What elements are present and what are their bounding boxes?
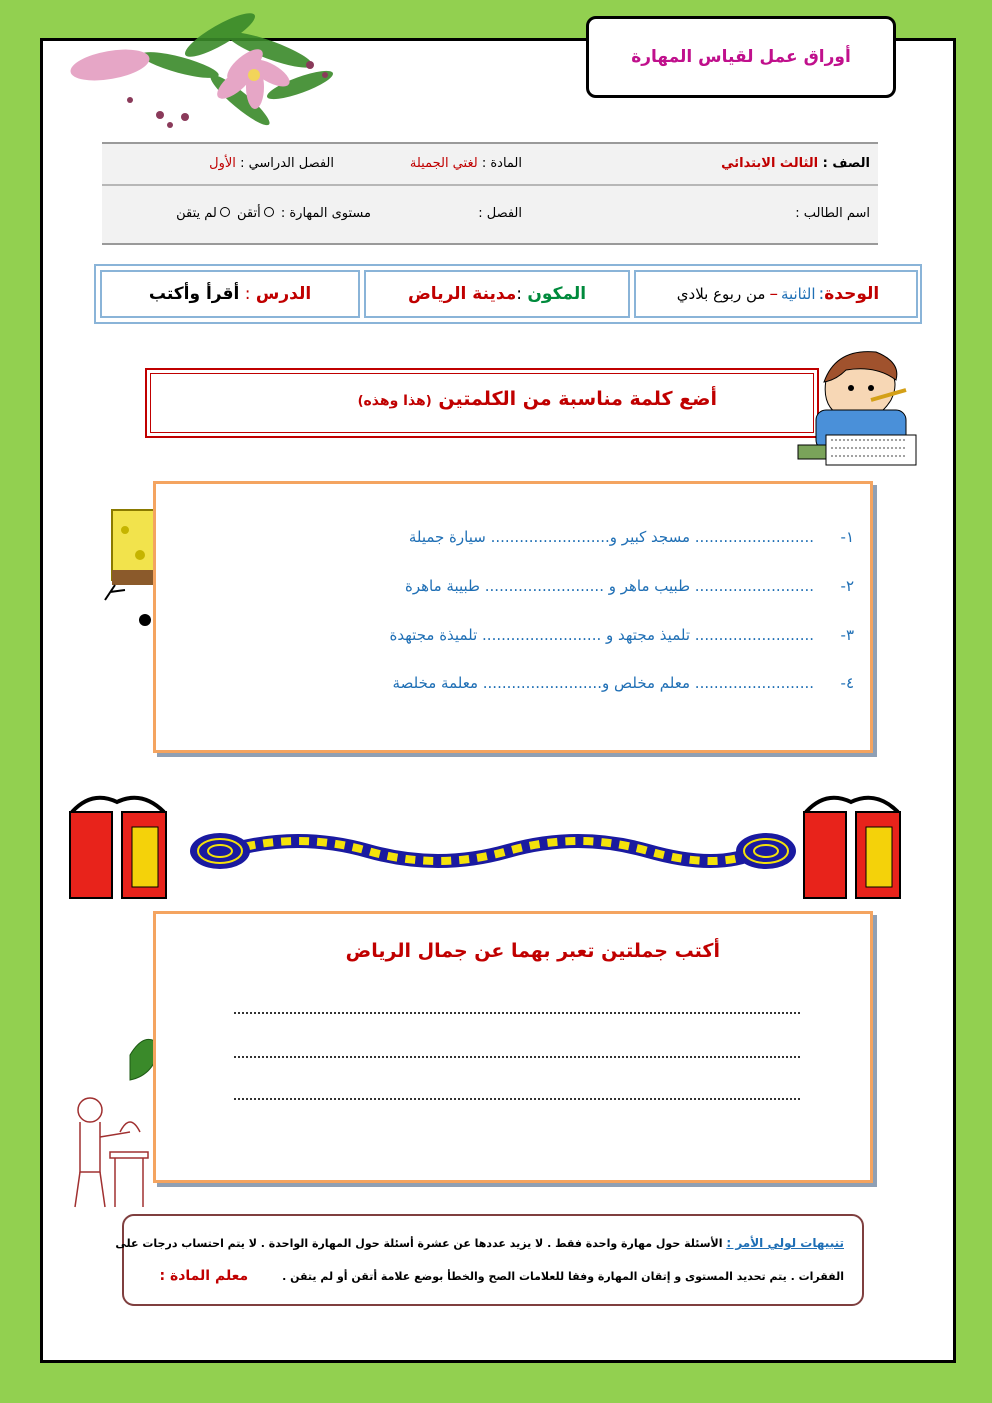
unit-title: من ربوع بلادي xyxy=(676,285,766,303)
exercise1-item-text: ......................... تلميذ مجتهد و ......................... تلميذة مجتهدة xyxy=(389,626,814,644)
student-at-desk-illustration xyxy=(70,1092,152,1212)
exercise1-item-3[interactable] xyxy=(390,626,854,644)
notes-line-2 xyxy=(138,1268,844,1284)
grade-field xyxy=(721,156,870,171)
component-label: المكون xyxy=(527,284,587,304)
unit-bar xyxy=(94,264,922,324)
subject-value: لغتي الجميلة xyxy=(409,156,478,171)
worksheet-title-box xyxy=(586,16,896,98)
notes-line-1-text: الأسئلة حول مهارة واحدة فقط . لا يزيد عددها عن عشرة أسئلة حول المهارة الواحدة . لا يتم احتساب درجات على xyxy=(115,1237,723,1250)
lesson-cell: الدرس : أقرأ وأكتب xyxy=(100,270,360,318)
exercise2-instruction: أكتب جملتين تعبر بهما عن جمال الرياض xyxy=(345,940,720,962)
info-divider xyxy=(102,184,878,186)
exercise1-box xyxy=(153,481,873,753)
unit-value: الثانية xyxy=(780,285,816,303)
unit-cell: الوحدة : الثانية – من ربوع بلادي xyxy=(634,270,918,318)
skill-level-label: مستوى المهارة : xyxy=(280,206,371,221)
term-value: الأول xyxy=(209,156,236,171)
mastered-radio-icon[interactable] xyxy=(264,207,274,217)
mastered-label: أتقن xyxy=(237,206,261,221)
class-label: الفصل : xyxy=(478,206,522,221)
skill-level-field xyxy=(176,206,371,221)
exercise1-item-text: ......................... معلم مخلص و......................... معلمة مخلصة xyxy=(392,674,814,692)
class-field[interactable] xyxy=(478,206,522,221)
exercise1-item-number: ٢- xyxy=(840,577,854,595)
subject-label: المادة : xyxy=(481,156,522,171)
exercise1-item-number: ٤- xyxy=(840,674,854,692)
exercise1-item-text: ......................... مسجد كبير و......................... سيارة جميلة xyxy=(408,528,814,546)
exercise1-item-4[interactable] xyxy=(393,674,854,692)
teacher-label: معلم المادة : xyxy=(159,1268,249,1284)
unit-separator: – xyxy=(769,284,778,304)
sponge-character-illustration xyxy=(100,500,160,630)
parent-notes-box xyxy=(115,1214,864,1306)
open-book-icon-left xyxy=(62,782,174,900)
open-book-icon-right xyxy=(796,782,908,900)
student-name-label: اسم الطالب : xyxy=(795,206,870,221)
notes-line-2-text: الفقرات . يتم تحديد المستوى و إتقان المهارة وفقا للعلامات الصح والخطأ بوضع علامة أتقن أو لم يتقن . xyxy=(282,1270,844,1283)
exercise1-words: هذا وهذه xyxy=(363,393,426,409)
answer-line-2[interactable] xyxy=(234,1056,800,1058)
notes-line-1 xyxy=(115,1236,844,1250)
grade-label: الصف : xyxy=(822,156,870,171)
term-field xyxy=(209,156,334,171)
student-name-field[interactable] xyxy=(795,206,870,221)
not-mastered-label: لم يتقن xyxy=(176,206,217,221)
unit-label: الوحدة xyxy=(824,284,880,304)
exercise1-item-1[interactable] xyxy=(409,528,854,546)
not-mastered-radio-icon[interactable] xyxy=(220,207,230,217)
exercise1-instruction-text: أضع كلمة مناسبة من الكلمتين xyxy=(438,388,717,410)
grade-value: الثالث الابتدائي xyxy=(721,156,819,171)
component-cell: المكون : مدينة الرياض xyxy=(364,270,630,318)
term-label: الفصل الدراسي : xyxy=(240,156,334,171)
exercise1-item-number: ١- xyxy=(840,528,854,546)
worksheet-title: أوراق عمل لقياس المهارة xyxy=(631,47,851,67)
answer-line-1[interactable] xyxy=(234,1012,800,1014)
subject-field xyxy=(410,156,522,171)
exercise1-item-2[interactable] xyxy=(405,577,854,595)
student-info-table xyxy=(102,142,878,245)
notes-heading: تنبيهات لولي الأمر : xyxy=(726,1236,844,1250)
component-value: مدينة الرياض xyxy=(407,284,517,304)
exercise1-item-text: ......................... طبيب ماهر و ......................... طبيبة ماهرة xyxy=(405,577,814,595)
answer-line-3[interactable] xyxy=(234,1098,800,1100)
wavy-divider xyxy=(188,826,798,876)
flower-decoration xyxy=(70,5,340,135)
lesson-label: الدرس xyxy=(255,284,312,304)
exercise1-instruction-box xyxy=(145,368,819,438)
exercise1-instruction: أضع كلمة مناسبة من الكلمتين (هذا وهذه) xyxy=(357,388,717,410)
lesson-value: أقرأ وأكتب xyxy=(148,284,240,304)
studying-boy-illustration xyxy=(796,340,924,470)
exercise1-item-number: ٣- xyxy=(840,626,854,644)
exercise2-box xyxy=(153,911,873,1183)
